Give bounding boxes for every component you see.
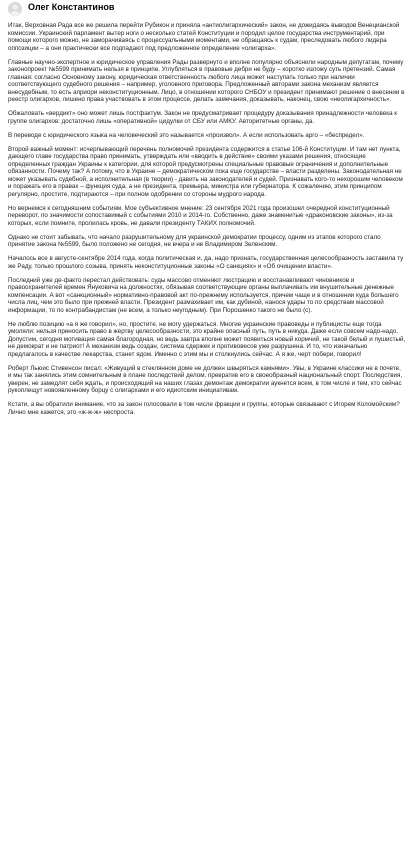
post-paragraph: Не люблю позицию «а я же говорил», но, простите, не могу удержаться. Многие украинские правоведы и публицисты еще тогда умоляли: нельзя приносить право в жертву целесообразности, это крайне опасный путь, путь в никуда. Даже если совсем надо-надо. Допустим, сегодня мотивация самая благородная, но ведь завтра вполне может появиться новый кормчий, не такой белый и пушистый, не демократ и не патриот! А механизм ведь создан, система сдержек и противовесов уже разрушена. И то, что изначально предлагалось в качестве лекарства, станет ядом. Именно с этим мы и столкнулись сейчас. А я же, черт побери, говорил! (8, 320, 406, 358)
post-paragraph: Итак, Верховная Рада все же решила перейти Рубикон и приняла «антиолигархический» закон, не дожидаясь выводов Венецианской комиссии. Украинский парламент вытер ноги о несколько статей Конституции и породил целое государства инструментарий, при помощи которого можно, не заморачиваясь с процессуальными моментами, не обращаясь к судам, преследовать любого лидера оппозиции – а они практически все подпадают под предложенное определение «олигарха». (8, 22, 400, 52)
post-paragraph: Однако не стоит забывать, что начало разрушительному для украинской демократии процессу, одним из этапов которого стало принятие закона №5599, было положено не сегодня, не вчера и не Владимиром Зеленским. (8, 233, 381, 248)
post-paragraph: Последний уже де-факто перестал действовать: суды массово отменяют люстрацию и восстанавливают чиновников и правоохранителей времен Януковича на должностях, обязывая соответствующие органы выплачивать им внушительные денежные компенсации. А вот «санкционный» нормативно-правовой акт по-прежнему используется, причем чаще и в отношении куда большего числа лиц, чем это было при прежней власти. Президент размахивает им, как дубиной, нанося удары то по средствам массовой информации, то по контрабандистам (не всем, а только неугодным). При Порошенко такого не было (с). (8, 276, 399, 314)
author-name[interactable]: Олег Константинов (28, 2, 115, 12)
post-paragraph: Второй важный момент: исчерпывающий перечень полномочий президента содержится в статье 106-й Конституции. И там нет пункта, дающего главе государства право принимать, утверждать или «вводить в действие» своими указами решения, относящие определенных граждан Украины к категории, для которой предусмотрены специальные правовые ограничения и дополнительные обязанности. Почему так? А потому, что в Украине – демократическом пока еще государстве – власти разделены. Законодательная не может указывать судебной, а исполнительная (в теории) - давить на законодателей и судей. Признавать кого-то нехорошим человеком и поражать его в правах – функция суда, а не президента, премьера, министра или губернатора. К сожалению, этим принципом регулярно, простите, подтираются – при полном одобрении со стороны мудрого народа. (8, 145, 403, 198)
post-paragraph: Роберт Льюис Стивенсон писал: «Живущий в стеклянном доме не должен швыряться камнями». Увы, в Украине классики не в почете, и мы так занялись этим сомнительным в плане последствий делом, превратив его в своеобразный национальный спорт. Последствия, уверен, не замедлят себя ждать, и происходящий на наших глазах демонтаж демократии аукнется всем, в том числе и тем, кто сейчас рукоплещут новоявленному борцу с олигархами и его идиотским инициативам. (8, 364, 403, 394)
user-icon (8, 2, 22, 16)
post-body (0, 18, 414, 416)
post-paragraph: Обжаловать «вердикт» оно может лишь постфактум. Закон не предусматривает процедуру доказывания принадлежности человека к группе олигархов: достаточно лишь «оперативной» цидулки от СБУ или АМКУ. Авторитетные органы, да. (8, 110, 398, 125)
author-avatar[interactable] (8, 2, 22, 16)
post-paragraph: Но вернемся к сегодняшним событиям. Мое субъективное мнение: 23 сентября 2021 года произошел очередной конституционный переворот, по значимости сопоставимый с событиями 2010 и 2014-го. Собственно, даже знаменитые «драконовские законы», из-за которых, если помните, пролилась кровь, не давали президенту ТАКИХ полномочий. (8, 204, 393, 227)
post-paragraph: Началось все в августе-сентябре 2014 года, когда политическая и, да, надо признать, государственная целесообразность заставила ту же Раду, только прошлого созыва, принять неконституционные законы «О санкциях» и «Об очищении власти». (8, 255, 404, 270)
post-paragraph: В переводе с юридического языка на человеческий это называется «произвол». А если использовать арго – «беспредел». (8, 131, 365, 139)
post-paragraph: Кстати, а вы обратили внимание, что за закон голосовали в том числе фракции и группы, которые связывают с Игорем Коломойским? Лично мне кажется, это «ж-ж-ж» неспроста. (8, 401, 400, 416)
post-header (0, 0, 414, 18)
post-paragraph: Главные научно-экспертное и юридическое управления Рады развернуто и вполне популярно объяснили народным депутатам, почему законопроект №5599 принимать нельзя в принципе. Углубляться в правовые дебри не буду – коротко изложу суть претензий. Самая главная: согласно Основному закону, юридическая ответственность любого лица может наступать только при наличии соответствующего судебного решения – например, уголовного приговора. Предложенный авторами закона механизм является внесудебным, то есть априори неконституционным. Лицо, в отношении которого СНБОУ и президент принимают решение о внесении в реестр олигархов, лишено права участвовать в этом процессе, делать замечания, доказывать, наконец, свою «неолигархичность». (8, 58, 405, 103)
